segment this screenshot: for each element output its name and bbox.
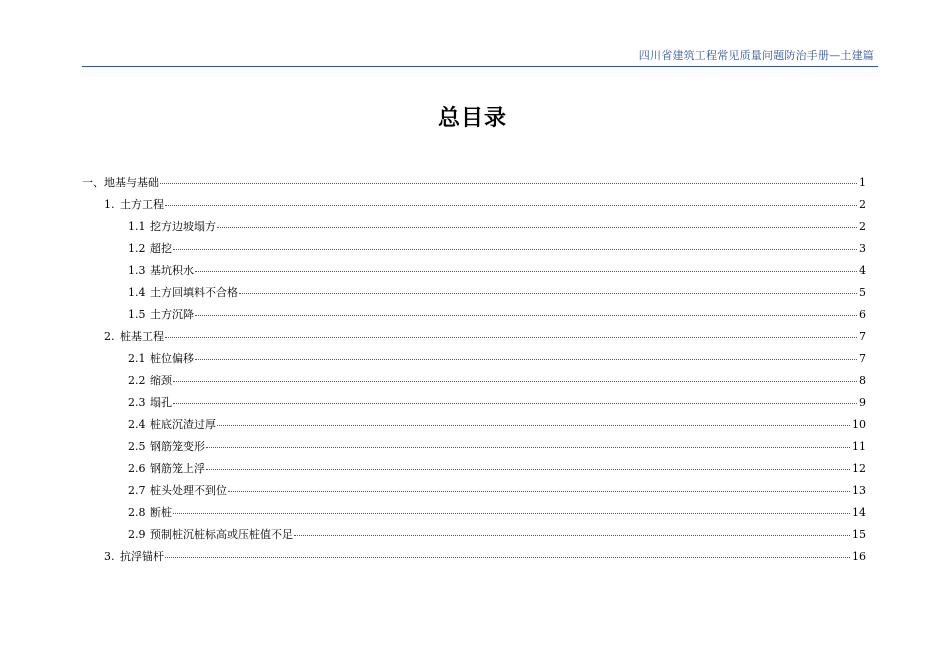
toc-entry-label: 预制桩沉桩标高或压桩值不足 — [150, 528, 293, 541]
toc-dot-leader — [173, 381, 857, 382]
toc-dot-leader — [239, 293, 857, 294]
toc-dot-leader — [195, 359, 857, 360]
toc-entry-page: 12 — [852, 462, 866, 475]
toc-entry[interactable] — [128, 418, 866, 432]
toc-entry-number: 2. — [104, 330, 115, 343]
toc-entry-number: 2.3 — [128, 396, 146, 409]
toc-entry-label: 桩基工程 — [120, 330, 164, 343]
toc-dot-leader — [195, 315, 857, 316]
toc-entry-page: 1 — [859, 176, 866, 189]
toc-entry-label: 土方回填料不合格 — [150, 286, 238, 299]
toc-entry-page: 13 — [852, 484, 866, 497]
toc-entry-number: 2.2 — [128, 374, 146, 387]
toc-entry-page: 14 — [852, 506, 866, 519]
toc-entry-number: 1.4 — [128, 286, 146, 299]
toc-entry-number: 2.6 — [128, 462, 146, 475]
toc-dot-leader — [165, 557, 850, 558]
toc-entry-label: 钢筋笼上浮 — [150, 462, 205, 475]
toc-dot-leader — [173, 249, 857, 250]
toc-entry-page: 8 — [859, 374, 866, 387]
toc-entry[interactable] — [128, 440, 866, 454]
toc-entry-label: 钢筋笼变形 — [150, 440, 205, 453]
toc-dot-leader — [165, 337, 857, 338]
toc-entry-label: 桩头处理不到位 — [150, 484, 227, 497]
toc-entry[interactable] — [128, 484, 866, 498]
toc-entry-number: 1.5 — [128, 308, 146, 321]
toc-dot-leader — [173, 513, 850, 514]
toc-entry-number: 1.2 — [128, 242, 146, 255]
toc-entry-label: 超挖 — [150, 242, 172, 255]
toc-entry[interactable] — [128, 264, 866, 278]
toc-entry[interactable] — [128, 506, 866, 520]
toc-dot-leader — [217, 227, 857, 228]
header-text: 四川省建筑工程常见质量问题防治手册—土建篇 — [638, 49, 874, 62]
toc-entry[interactable] — [104, 330, 866, 344]
toc-dot-leader — [206, 447, 850, 448]
toc-entry-label: 挖方边坡塌方 — [150, 220, 216, 233]
toc-entry-label: 土方沉降 — [150, 308, 194, 321]
toc-entry[interactable] — [104, 198, 866, 212]
page-title: 总目录 — [437, 106, 507, 131]
toc-entry[interactable] — [128, 396, 866, 410]
toc-entry-label: 缩颈 — [150, 374, 172, 387]
toc-entry-page: 2 — [859, 198, 866, 211]
toc-entry-number: 3. — [104, 550, 115, 563]
toc-entry-page: 16 — [852, 550, 866, 563]
toc-entry-label: 土方工程 — [120, 198, 164, 211]
toc-entry-page: 3 — [859, 242, 866, 255]
toc-entry-number: 2.5 — [128, 440, 146, 453]
toc-entry-page: 5 — [859, 286, 866, 299]
toc-entry[interactable] — [128, 374, 866, 388]
toc-entry-number: 1. — [104, 198, 115, 211]
toc-entry-page: 15 — [852, 528, 866, 541]
toc-entry-number: 2.8 — [128, 506, 146, 519]
toc-entry[interactable] — [128, 528, 866, 542]
toc-entry-number: 2.4 — [128, 418, 146, 431]
toc-entry[interactable] — [128, 286, 866, 300]
toc-entry-page: 6 — [859, 308, 866, 321]
toc-entry-label: 断桩 — [150, 506, 172, 519]
toc-entry[interactable] — [128, 308, 866, 322]
toc-entry-number: 2.7 — [128, 484, 146, 497]
toc-entry-label: 基坑积水 — [150, 264, 194, 277]
toc-entry[interactable] — [128, 462, 866, 476]
toc-entry[interactable] — [128, 242, 866, 256]
toc-entry-page: 7 — [859, 352, 866, 365]
toc-entry-page: 11 — [852, 440, 866, 453]
toc-entry-page: 7 — [859, 330, 866, 343]
toc-entry-number: 一、 — [82, 176, 104, 189]
toc-entry-label: 抗浮锚杆 — [120, 550, 164, 563]
toc-dot-leader — [160, 183, 857, 184]
toc-entry-label: 桩底沉渣过厚 — [150, 418, 216, 431]
toc-entry-page: 9 — [859, 396, 866, 409]
toc-entry[interactable] — [82, 176, 866, 190]
toc-entry[interactable] — [128, 352, 866, 366]
toc-entry-page: 4 — [859, 264, 866, 277]
toc-dot-leader — [165, 205, 857, 206]
toc-entry-label: 塌孔 — [150, 396, 172, 409]
toc-entry-number: 1.3 — [128, 264, 146, 277]
toc-entry-label: 地基与基础 — [104, 176, 159, 189]
toc-entry-page: 10 — [852, 418, 866, 431]
toc-entry-number: 2.1 — [128, 352, 146, 365]
toc-dot-leader — [228, 491, 850, 492]
toc-entry-number: 2.9 — [128, 528, 146, 541]
toc-dot-leader — [195, 271, 857, 272]
toc-dot-leader — [217, 425, 850, 426]
toc-entry-page: 2 — [859, 220, 866, 233]
toc-entry[interactable] — [104, 550, 866, 564]
toc-entry[interactable] — [128, 220, 866, 234]
toc-dot-leader — [173, 403, 857, 404]
toc-entry-number: 1.1 — [128, 220, 146, 233]
toc-entry-label: 桩位偏移 — [150, 352, 194, 365]
toc-dot-leader — [294, 535, 850, 536]
toc-dot-leader — [206, 469, 850, 470]
